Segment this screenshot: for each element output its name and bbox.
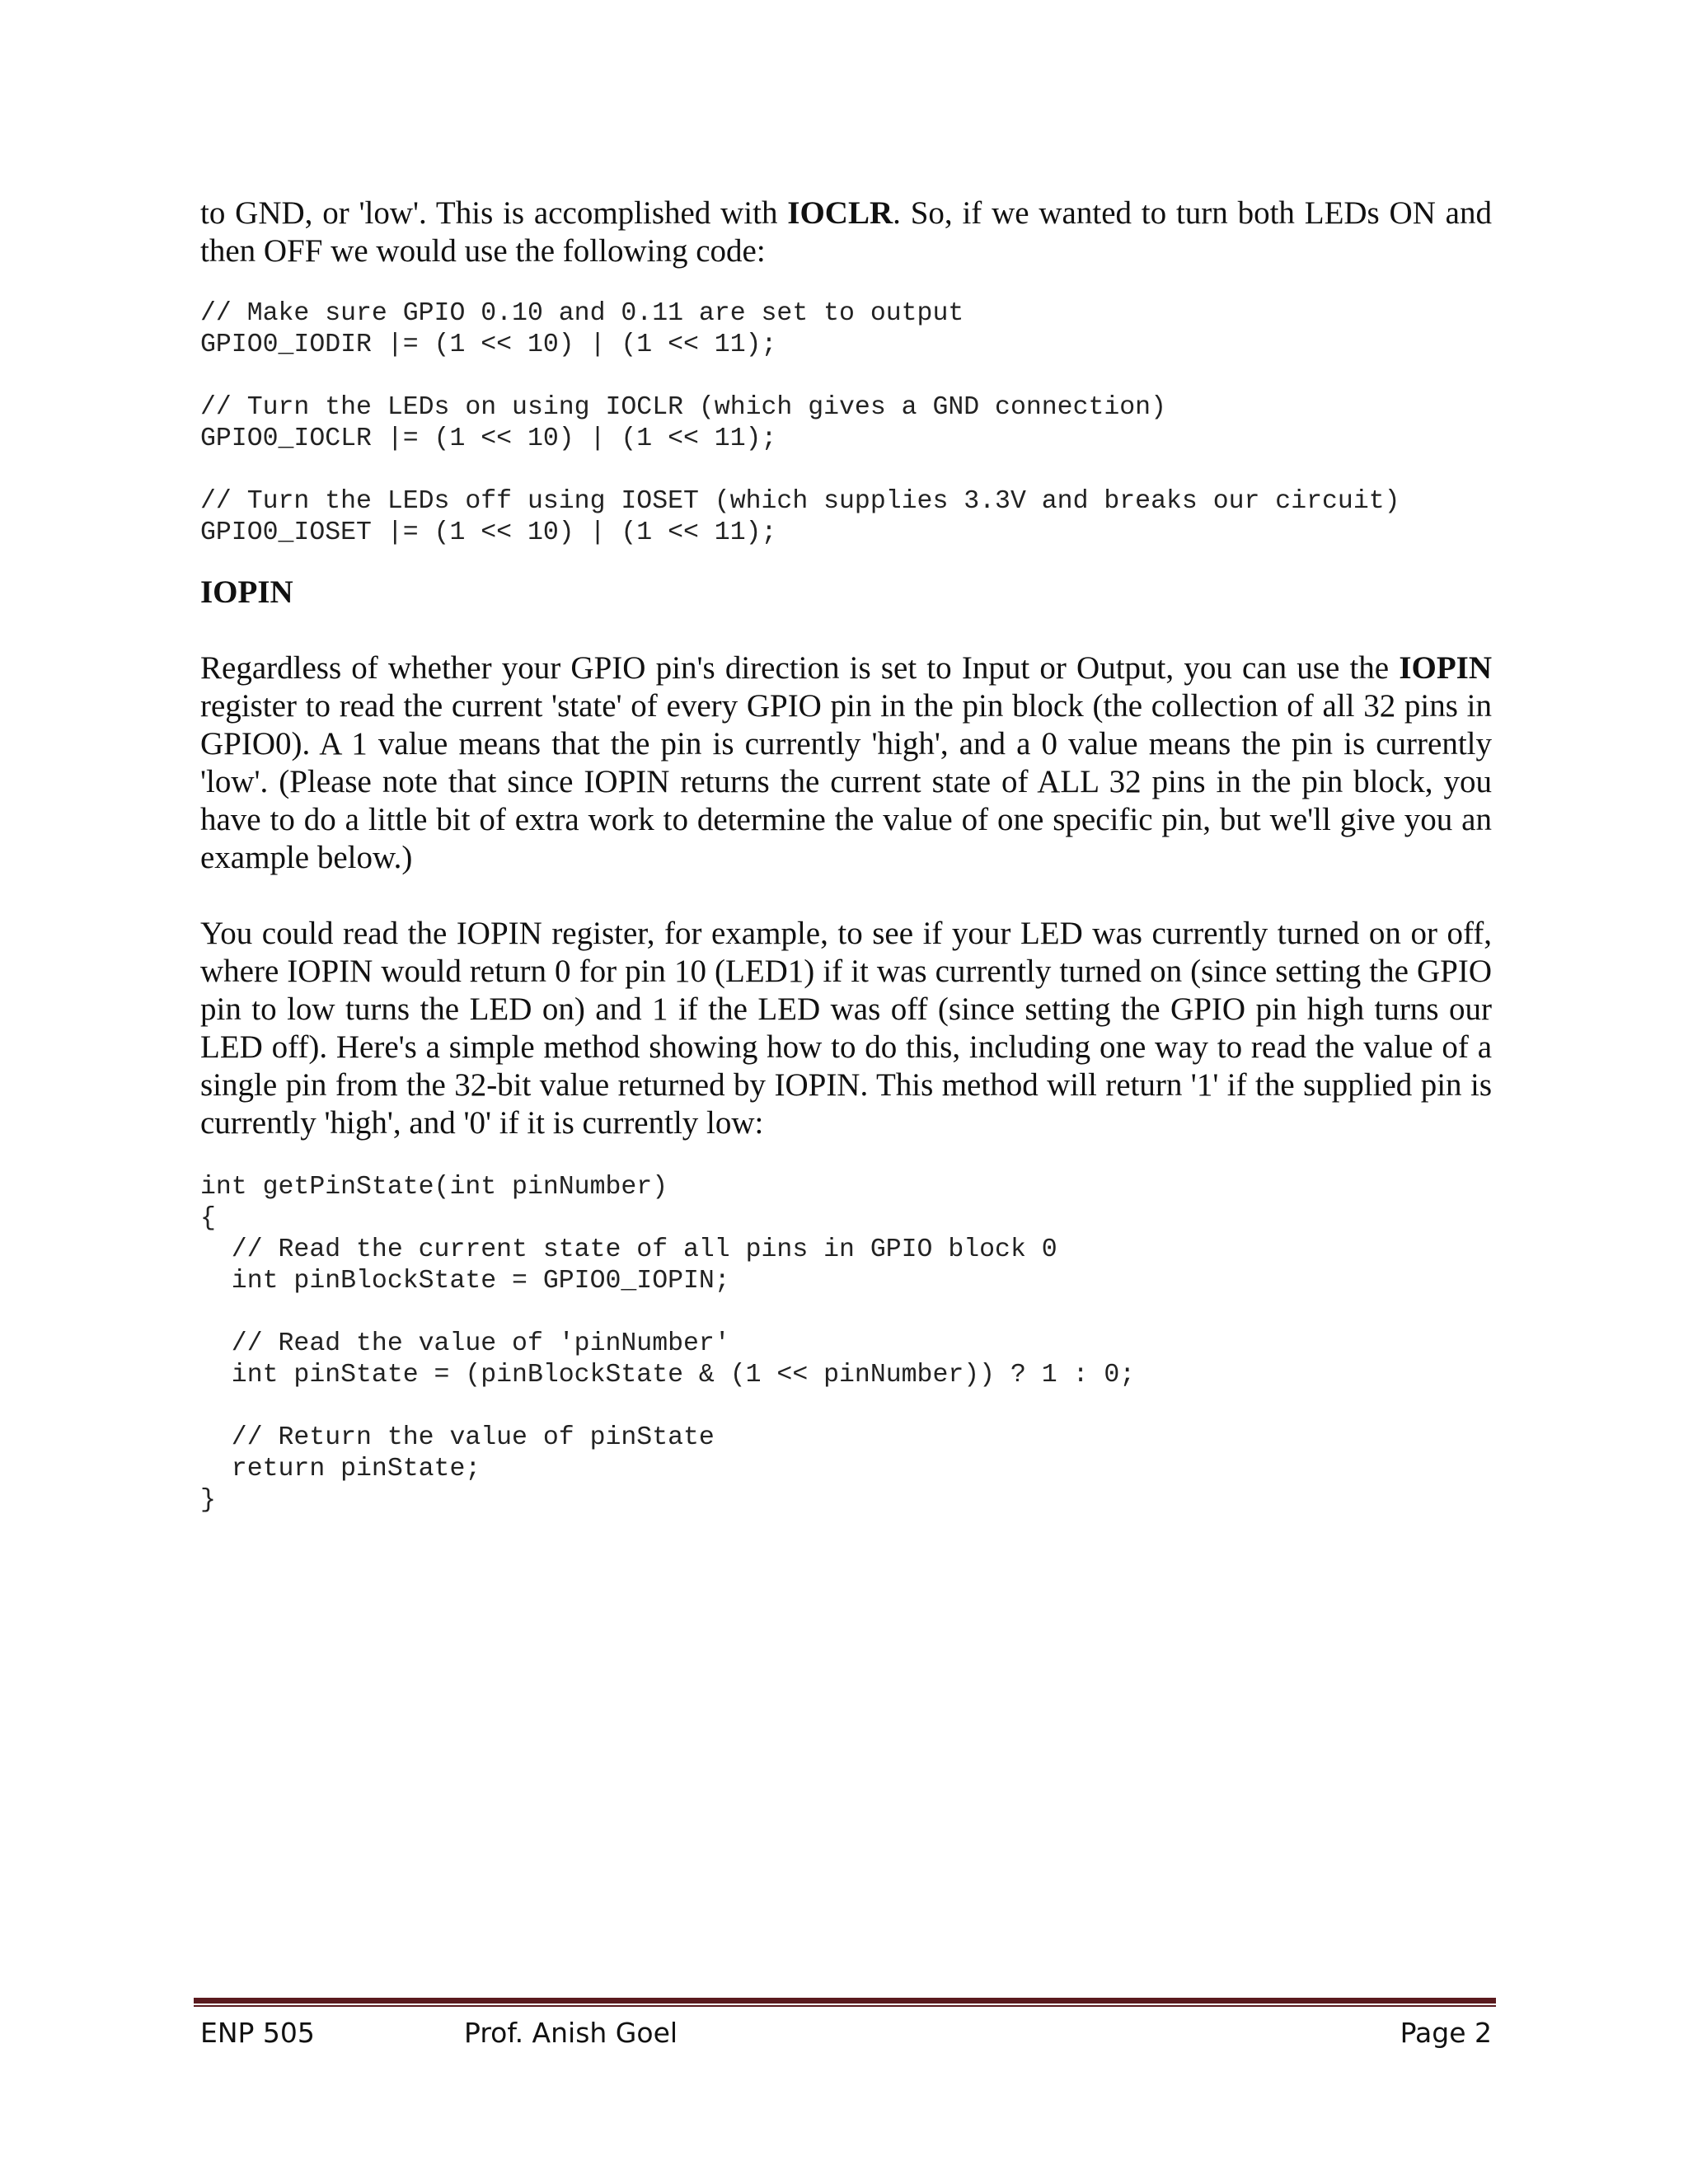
intro-text-b: . So, if we wanted to turn both LEDs ON and then OFF we would use the following code: — [200, 195, 1492, 269]
intro-text-a: to GND, or 'low'. This is accomplished with — [200, 195, 788, 231]
code-block-get-pin-state — [200, 1172, 1492, 1516]
footer-course: ENP 505 — [200, 2017, 315, 2049]
footer-page-number: Page 2 — [1400, 2017, 1492, 2049]
code-line: // Return the value of pinState — [200, 1423, 715, 1452]
code-line: int getPinState(int pinNumber) — [200, 1173, 668, 1202]
document-body — [200, 194, 1492, 1516]
code-line: GPIO0_IOSET |= (1 << 10) | (1 << 11); — [200, 518, 777, 547]
footer-professor: Prof. Anish Goel — [464, 2017, 678, 2049]
code-line: return pinState; — [200, 1455, 481, 1483]
footer-divider — [194, 1998, 1496, 2006]
page-footer — [200, 2015, 1492, 2051]
code-line: GPIO0_IODIR |= (1 << 10) | (1 << 11); — [200, 330, 777, 359]
iopin-text-b: register to read the current 'state' of every GPIO pin in the pin block (the collection of all 32 pins in GPIO0). A 1 value means that the pin is currently 'high', and a 0 value means the pin is currently 'low'. (Please note that since IOPIN returns the current state of ALL 32 pins in the pin block, you have to do a little bit of extra work to determine the value of one specific pin, but we'll give you an example below.) — [200, 688, 1492, 875]
section-heading-iopin: IOPIN — [200, 574, 293, 610]
ioclr-term: IOCLR — [787, 195, 893, 231]
iopin-paragraph — [200, 649, 1492, 877]
iopin-text-a: Regardless of whether your GPIO pin's direction is set to Input or Output, you can use the — [200, 650, 1400, 686]
example-paragraph: You could read the IOPIN register, for example, to see if your LED was currently turned on or off, where IOPIN would return 0 for pin 10 (LED1) if it was currently turned on (since setting the GPIO pin to low turns the LED on) and 1 if the LED was off (since setting the GPIO pin high turns our LED off). Here's a simple method showing how to do this, including one way to read the value of a single pin from the 32-bit value returned by IOPIN. This method will return '1' if the supplied pin is currently 'high', and '0' if it is currently low: — [200, 916, 1492, 1141]
code-line: int pinState = (pinBlockState & (1 << pinNumber)) ? 1 : 0; — [200, 1361, 1136, 1390]
code-block-led-toggle — [200, 298, 1492, 549]
iopin-term: IOPIN — [1399, 650, 1492, 686]
code-line: { — [200, 1204, 216, 1233]
code-line: // Make sure GPIO 0.10 and 0.11 are set to output — [200, 299, 964, 328]
code-line: // Turn the LEDs on using IOCLR (which gives a GND connection) — [200, 393, 1166, 422]
code-line: // Read the current state of all pins in GPIO block 0 — [200, 1235, 1057, 1264]
intro-paragraph — [200, 194, 1492, 270]
code-line: // Turn the LEDs off using IOSET (which supplies 3.3V and breaks our circuit) — [200, 487, 1400, 516]
code-line: int pinBlockState = GPIO0_IOPIN; — [200, 1267, 730, 1296]
code-line: // Read the value of 'pinNumber' — [200, 1329, 730, 1358]
code-line: } — [200, 1486, 216, 1515]
code-line: GPIO0_IOCLR |= (1 << 10) | (1 << 11); — [200, 424, 777, 453]
